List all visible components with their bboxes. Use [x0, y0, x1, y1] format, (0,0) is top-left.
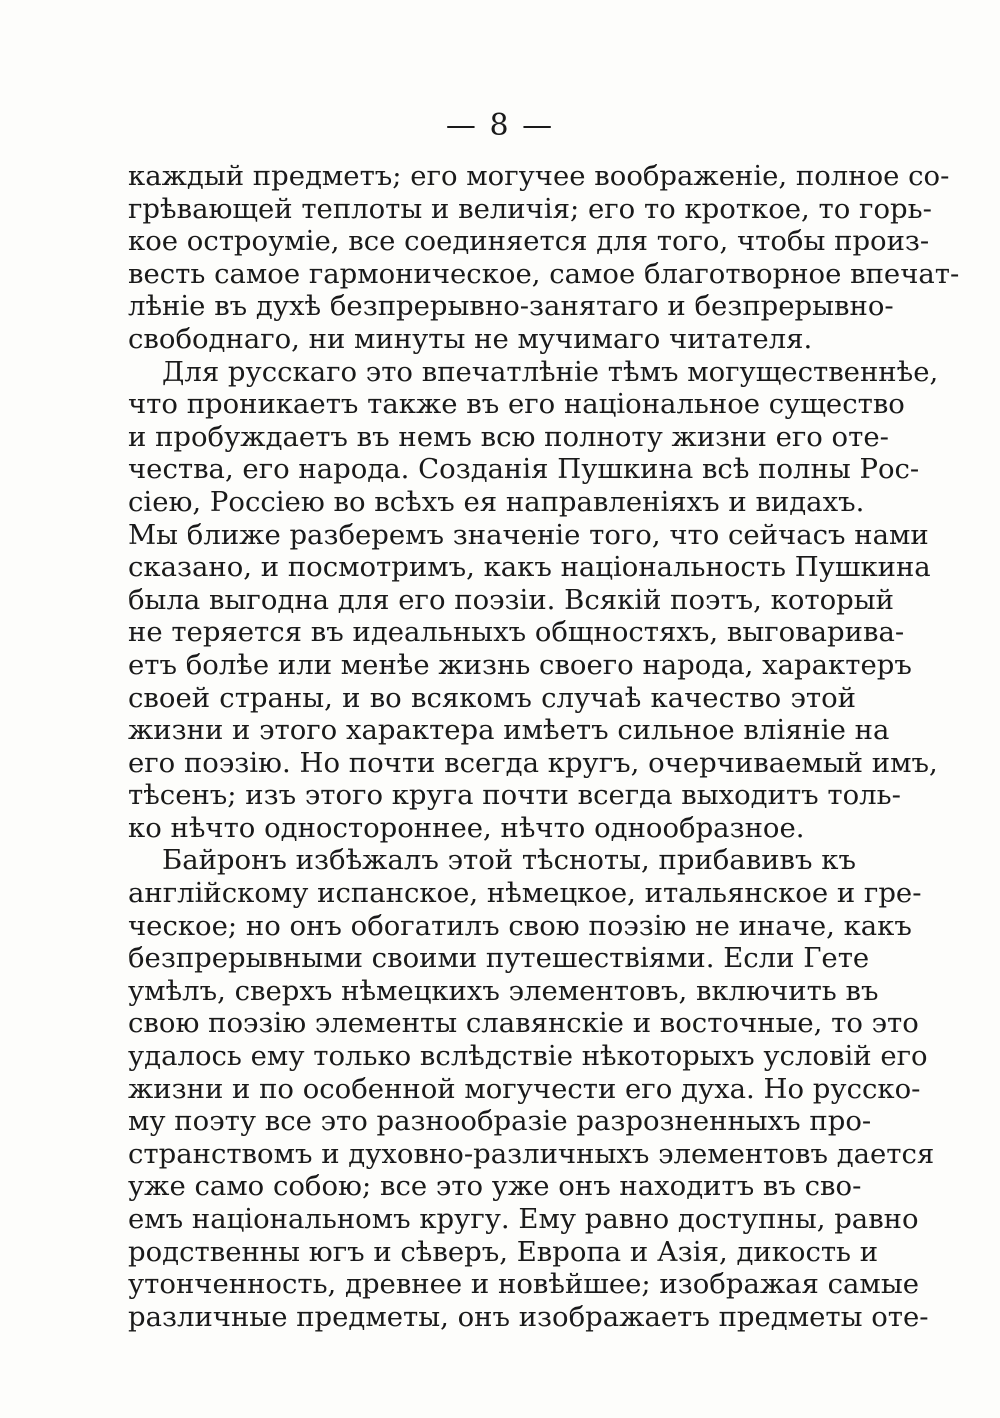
text-line: Мы ближе разберемъ значеніе того, что сейчасъ нами: [128, 518, 929, 551]
text-line: своей страны, и во всякомъ случаѣ качество этой: [128, 681, 856, 714]
page-number: — 8 —: [445, 108, 555, 143]
text-line: жизни и по особенной могучести его духа. Но русско-: [128, 1072, 921, 1105]
text-line: каждый предметъ; его могучее воображеніе, полное со-: [128, 160, 950, 192]
text-line: кое остроуміе, все соединяется для того, чтобы произ-: [128, 225, 930, 258]
text-line: не теряется въ идеальныхъ общностяхъ, выговарива-: [128, 616, 905, 649]
paragraph-3: [128, 844, 935, 1333]
text-line: англійскому испанское, нѣмецкое, итальянское и гре-: [128, 877, 922, 910]
text-line: етъ болѣе или менѣе жизнь своего народа, характеръ: [128, 648, 912, 681]
text-line: сказано, и посмотримъ, какъ національность Пушкина: [128, 551, 931, 584]
text-line: весть самое гармоническое, самое благотворное впечат-: [128, 257, 960, 290]
text-line: утонченность, древнее и новѣйшее; изображая самые: [128, 1268, 919, 1301]
text-line: лѣніе въ духѣ безпрерывно-занятаго и безпрерывно-: [128, 290, 894, 323]
text-line: свою поэзію элементы славянскіе и восточные, то это: [128, 1007, 919, 1040]
text-line: была выгодна для его поэзіи. Всякій поэтъ, который: [128, 583, 894, 616]
text-line: му поэту все это разнообразіе разрозненныхъ про-: [128, 1105, 872, 1138]
text-line: странствомъ и духовно-различныхъ элементовъ дается: [128, 1137, 935, 1170]
text-line: различные предметы, онъ изображаетъ предметы оте-: [128, 1300, 929, 1333]
body-text: [128, 160, 960, 1333]
text-line: Байронъ избѣжалъ этой тѣсноты, прибавивъ къ: [162, 844, 856, 877]
text-line: ко нѣчто одностороннее, нѣчто однообразное.: [128, 811, 805, 844]
text-line: родственны югъ и сѣверъ, Европа и Азія, дикость и: [128, 1235, 879, 1268]
text-line: безпрерывными своими путешествіями. Если Гете: [128, 942, 870, 975]
text-line: жизни и этого характера имѣетъ сильное вліяніе на: [128, 714, 890, 747]
paragraph-1: [128, 160, 960, 356]
text-line: ческое; но онъ обогатилъ свою поэзію не иначе, какъ: [128, 909, 912, 942]
text-line: его поэзію. Но почти всегда кругъ, очерчиваемый имъ,: [128, 746, 938, 779]
text-line: грѣвающей теплоты и величія; его то кроткое, то горь-: [128, 192, 932, 225]
paragraph-2: [128, 355, 939, 845]
text-line: удалось ему только вслѣдствіе нѣкоторыхъ условій его: [128, 1040, 928, 1073]
text-line: уже само собою; все это уже онъ находитъ въ сво-: [128, 1170, 862, 1203]
text-line: свободнаго, ни минуты не мучимаго читателя.: [128, 322, 813, 355]
text-line: Для русскаго это впечатлѣніе тѣмъ могущественнѣе,: [162, 355, 939, 388]
text-line: чества, его народа. Созданія Пушкина всѣ полны Рос-: [128, 453, 920, 486]
text-line: тѣсенъ; изъ этого круга почти всегда выходитъ толь-: [128, 779, 901, 812]
text-line: умѣлъ, сверхъ нѣмецкихъ элементовъ, включить въ: [128, 974, 879, 1007]
text-line: емъ національномъ кругу. Ему равно доступны, равно: [128, 1203, 919, 1235]
text-line: сіею, Россіею во всѣхъ ея направленіяхъ и видахъ.: [128, 485, 865, 518]
text-line: и пробуждаетъ въ немъ всю полноту жизни его оте-: [128, 420, 889, 453]
text-line: что проникаетъ также въ его національное существо: [128, 388, 905, 421]
